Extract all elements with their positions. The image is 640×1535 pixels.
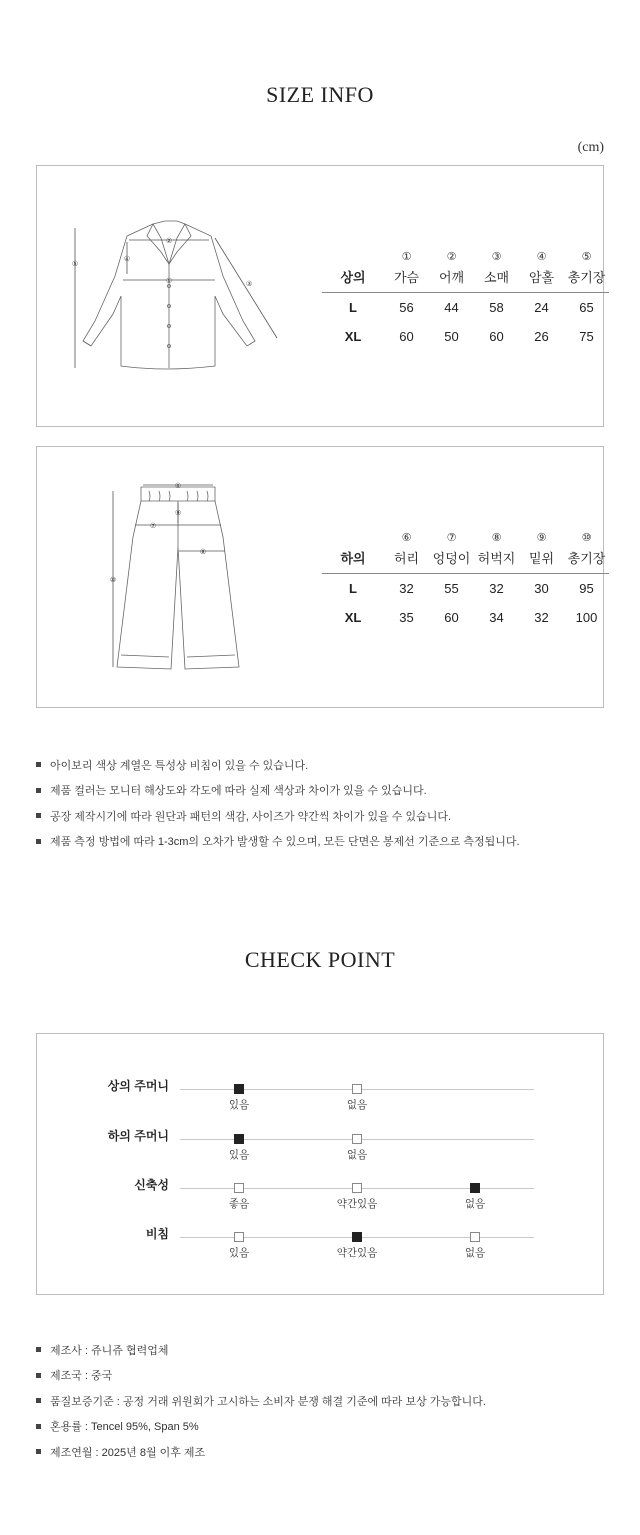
num-2: ② [446, 250, 457, 263]
list-item: 공장 제작시기에 따라 원단과 패턴의 색감, 사이즈가 약간씩 차이가 있을 수 있습니다. [36, 803, 520, 829]
top-size-table [322, 248, 609, 351]
num-4: ④ [536, 250, 547, 263]
size-notes [36, 752, 520, 854]
check-label: 하의 주머니 [107, 1129, 169, 1143]
check-point-title: CHECK POINT [244, 947, 396, 972]
list-item: 제품 컬러는 모니터 해상도와 각도에 따라 실제 색상과 차이가 있을 수 있습니다. [36, 778, 520, 804]
header-sleeve: 소매 [483, 269, 510, 285]
check-box [470, 1232, 480, 1242]
check-label: 비침 [145, 1227, 169, 1241]
shirt-sketch [65, 216, 295, 386]
list-item: 제조사 : 쥬니쥬 협력업체 [36, 1337, 486, 1363]
marker-rise: ⑨ [174, 509, 182, 517]
marker-total-length: ⑩ [109, 576, 117, 584]
header-shoulder: 어깨 [438, 269, 465, 285]
check-label: 상의 주머니 [107, 1079, 169, 1093]
header-chest: 가슴 [393, 269, 420, 285]
check-row-top-pocket [37, 1077, 605, 1117]
marker-total-length: ⑤ [71, 260, 79, 268]
header-length: 총기장 [567, 269, 606, 285]
size-info-title: SIZE INFO [266, 82, 374, 107]
num-9: ⑨ [536, 531, 547, 544]
check-box [234, 1232, 244, 1242]
check-box [352, 1183, 362, 1193]
marker-chest: ① [165, 277, 173, 285]
table-row: XL 60 50 60 26 75 [344, 329, 594, 344]
check-box [352, 1232, 362, 1242]
check-box [234, 1084, 244, 1094]
marker-hip: ⑦ [149, 522, 157, 530]
check-option: 없음 [317, 1134, 397, 1162]
bottom-number-row [322, 529, 609, 545]
list-item: 제품 측정 방법에 따라 1-3cm의 오차가 발생할 수 있으며, 모든 단면은 봉제선 기준으로 측정됩니다. [36, 829, 520, 855]
check-box [234, 1134, 244, 1144]
top-number-row [322, 248, 609, 264]
check-option: 없음 [435, 1183, 515, 1211]
table-row: XL 35 60 34 32 100 [344, 610, 598, 625]
marker-sleeve: ③ [245, 280, 253, 288]
top-header-row [322, 266, 609, 286]
num-7: ⑦ [446, 531, 457, 544]
marker-waist: ⑥ [174, 482, 182, 490]
num-8: ⑧ [491, 531, 502, 544]
check-option: 없음 [317, 1084, 397, 1112]
num-1: ① [401, 250, 412, 263]
header-rise: 밑위 [528, 550, 555, 566]
check-box [352, 1084, 362, 1094]
marker-shoulder: ② [165, 237, 173, 245]
header-hip: 엉덩이 [432, 550, 471, 566]
list-item: 제조국 : 중국 [36, 1363, 486, 1389]
list-item: 제조연월 : 2025년 8월 이후 제조 [36, 1439, 486, 1465]
header-armhole: 암홀 [528, 269, 555, 285]
check-box [234, 1183, 244, 1193]
num-10: ⑩ [581, 531, 592, 544]
check-option: 있음 [199, 1232, 279, 1260]
list-item: 혼용률 : Tencel 95%, Span 5% [36, 1414, 486, 1440]
table-row: L 32 55 32 30 95 [349, 581, 594, 596]
check-point-panel [36, 1033, 604, 1295]
check-box [352, 1134, 362, 1144]
category-label: 상의 [340, 269, 366, 285]
marker-armhole: ④ [123, 255, 131, 263]
check-option: 있음 [199, 1134, 279, 1162]
header-thigh: 허벅지 [477, 550, 516, 566]
list-item: 품질보증기준 : 공정 거래 위원회가 고시하는 소비자 분쟁 해결 기준에 따라 보상 가능합니다. [36, 1388, 486, 1414]
category-label: 하의 [340, 550, 366, 566]
check-option: 약간있음 [317, 1232, 397, 1260]
marker-thigh: ⑧ [199, 548, 207, 556]
header-waist: 허리 [393, 550, 420, 566]
list-item: 아이보리 색상 계열은 특성상 비침이 있을 수 있습니다. [36, 752, 520, 778]
check-label: 신축성 [134, 1178, 169, 1192]
check-option: 약간있음 [317, 1183, 397, 1211]
header-length: 총기장 [567, 550, 606, 566]
pants-sketch [103, 477, 273, 682]
check-row-bottom-pocket [37, 1127, 605, 1167]
check-row-sheerness [37, 1225, 605, 1265]
check-box [470, 1183, 480, 1193]
check-option: 없음 [435, 1232, 515, 1260]
num-3: ③ [491, 250, 502, 263]
bottom-size-panel [36, 446, 604, 708]
top-size-panel [36, 165, 604, 427]
check-row-stretch [37, 1176, 605, 1216]
check-option: 있음 [199, 1084, 279, 1112]
bottom-header-row [322, 547, 609, 567]
check-option: 좋음 [199, 1183, 279, 1211]
unit-label: (cm) [577, 140, 604, 155]
num-6: ⑥ [401, 531, 412, 544]
product-info-list [36, 1337, 486, 1465]
num-5: ⑤ [581, 250, 592, 263]
table-row: L 56 44 58 24 65 [349, 300, 594, 315]
bottom-size-table [322, 529, 609, 632]
